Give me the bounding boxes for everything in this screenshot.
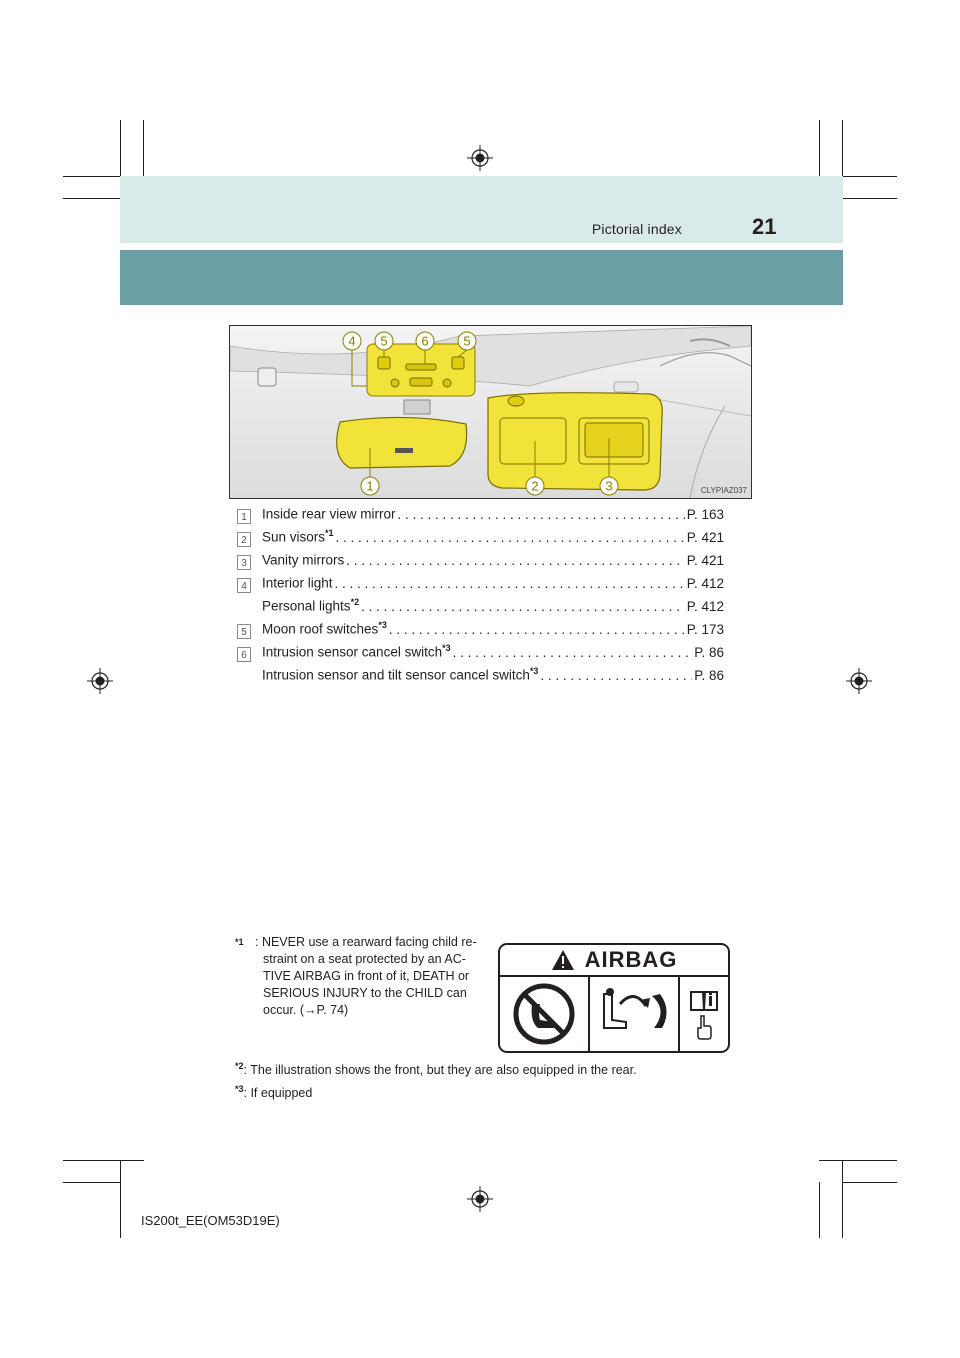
- entry-page-ref[interactable]: P. 421: [686, 552, 724, 568]
- footnote-line: TIVE AIRBAG in front of it, DEATH or: [263, 969, 470, 983]
- manual-book-icon: [689, 988, 719, 1014]
- crop-mark: [819, 1182, 820, 1238]
- crop-mark: [63, 1182, 120, 1183]
- index-list: [237, 505, 724, 689]
- interior-illustration: [229, 325, 752, 499]
- image-code: CLYPIAZ037: [700, 486, 747, 495]
- entry-number: 6: [237, 647, 251, 662]
- footnote-line: occur. (→P. 74): [263, 1003, 349, 1017]
- entry-number: 5: [237, 624, 251, 639]
- index-entry: [237, 528, 724, 551]
- entry-page-ref[interactable]: P. 86: [694, 667, 724, 683]
- leader-dots: [453, 645, 693, 660]
- index-entry: [237, 666, 724, 689]
- warning-triangle-icon: [551, 949, 575, 971]
- entry-page-ref[interactable]: P. 421: [686, 529, 724, 545]
- crop-mark: [842, 198, 897, 199]
- registration-mark-icon: [467, 1186, 493, 1212]
- entry-number: 3: [237, 555, 251, 570]
- entry-label: Personal lights$^{*2}$: [262, 597, 360, 614]
- entry-number: 4: [237, 578, 251, 593]
- footnote-mark: *2: [235, 1061, 244, 1071]
- index-entry: [237, 643, 724, 666]
- footnote-1: [235, 934, 493, 1019]
- callout-label: 5: [463, 333, 471, 349]
- callout-label: 1: [366, 478, 374, 494]
- entry-number: 1: [237, 509, 251, 524]
- leader-dots: [398, 507, 685, 522]
- entry-label: Moon roof switches$^{*3}$: [262, 620, 387, 637]
- ceiling-drawing: [230, 326, 751, 498]
- index-entry: [237, 574, 724, 597]
- section-title: Pictorial index: [591, 221, 682, 237]
- entry-label: Sun visors$^{*1}$: [262, 528, 334, 545]
- leader-dots: [346, 553, 684, 568]
- leader-dots: [540, 668, 692, 683]
- index-entry: [237, 597, 724, 620]
- entry-label: Vanity mirrors: [262, 552, 345, 568]
- pointing-hand-icon: [695, 1014, 713, 1040]
- crop-mark: [819, 1160, 897, 1161]
- footnote-mark: *1: [235, 937, 244, 947]
- callout-label: 2: [531, 478, 539, 494]
- index-entry: [237, 505, 724, 528]
- callout-label: 6: [421, 333, 429, 349]
- entry-label: Inside rear view mirror: [262, 506, 396, 522]
- page-number: 21: [752, 214, 777, 239]
- airbag-label-title: AIRBAG: [584, 947, 678, 972]
- entry-label: Intrusion sensor and tilt sensor cancel switch$^{*3}$: [262, 666, 539, 683]
- callout-label: 5: [380, 333, 388, 349]
- footnote-2: [235, 1058, 637, 1079]
- crop-mark: [120, 1160, 121, 1238]
- registration-mark-icon: [846, 668, 872, 694]
- entry-page-ref[interactable]: P. 86: [694, 644, 724, 660]
- leader-dots: [389, 622, 685, 637]
- index-entry: [237, 620, 724, 643]
- crop-mark: [842, 1182, 897, 1183]
- airbag-deploy-icon: [596, 984, 672, 1044]
- entry-page-ref[interactable]: P. 412: [686, 575, 724, 591]
- entry-page-ref[interactable]: P. 412: [686, 598, 724, 614]
- registration-mark-icon: [87, 668, 113, 694]
- no-rear-facing-seat-icon: [512, 982, 576, 1046]
- airbag-warning-label: [498, 943, 730, 1053]
- header-band: [120, 176, 843, 243]
- callout-label: 4: [348, 333, 356, 349]
- footnote-line: : NEVER use a rearward facing child re-: [255, 935, 477, 949]
- document-code: IS200t_EE(OM53D19E): [141, 1213, 280, 1228]
- footnote-3: [235, 1081, 312, 1102]
- crop-mark: [63, 1160, 144, 1161]
- footnote-mark: *3: [235, 1084, 244, 1094]
- crop-mark: [842, 1160, 843, 1238]
- leader-dots: [336, 530, 685, 545]
- footnote-line: straint on a seat protected by an AC-: [263, 952, 466, 966]
- entry-page-ref[interactable]: P. 163: [686, 506, 724, 522]
- entry-label: Interior light: [262, 575, 333, 591]
- footnote-line: SERIOUS INJURY to the CHILD can: [263, 986, 467, 1000]
- index-entry: [237, 551, 724, 574]
- entry-page-ref[interactable]: P. 173: [686, 621, 724, 637]
- footnote-text: : The illustration shows the front, but they are also equipped in the rear.: [243, 1063, 637, 1078]
- entry-label: Intrusion sensor cancel switch$^{*3}$: [262, 643, 451, 660]
- leader-dots: [335, 576, 685, 591]
- registration-mark-icon: [467, 145, 493, 171]
- leader-dots: [361, 599, 685, 614]
- header-bar: [120, 250, 843, 305]
- callout-label: 3: [605, 478, 613, 494]
- airbag-label-header: [500, 945, 728, 977]
- footnote-text: : If equipped: [243, 1086, 313, 1101]
- entry-number: 2: [237, 532, 251, 547]
